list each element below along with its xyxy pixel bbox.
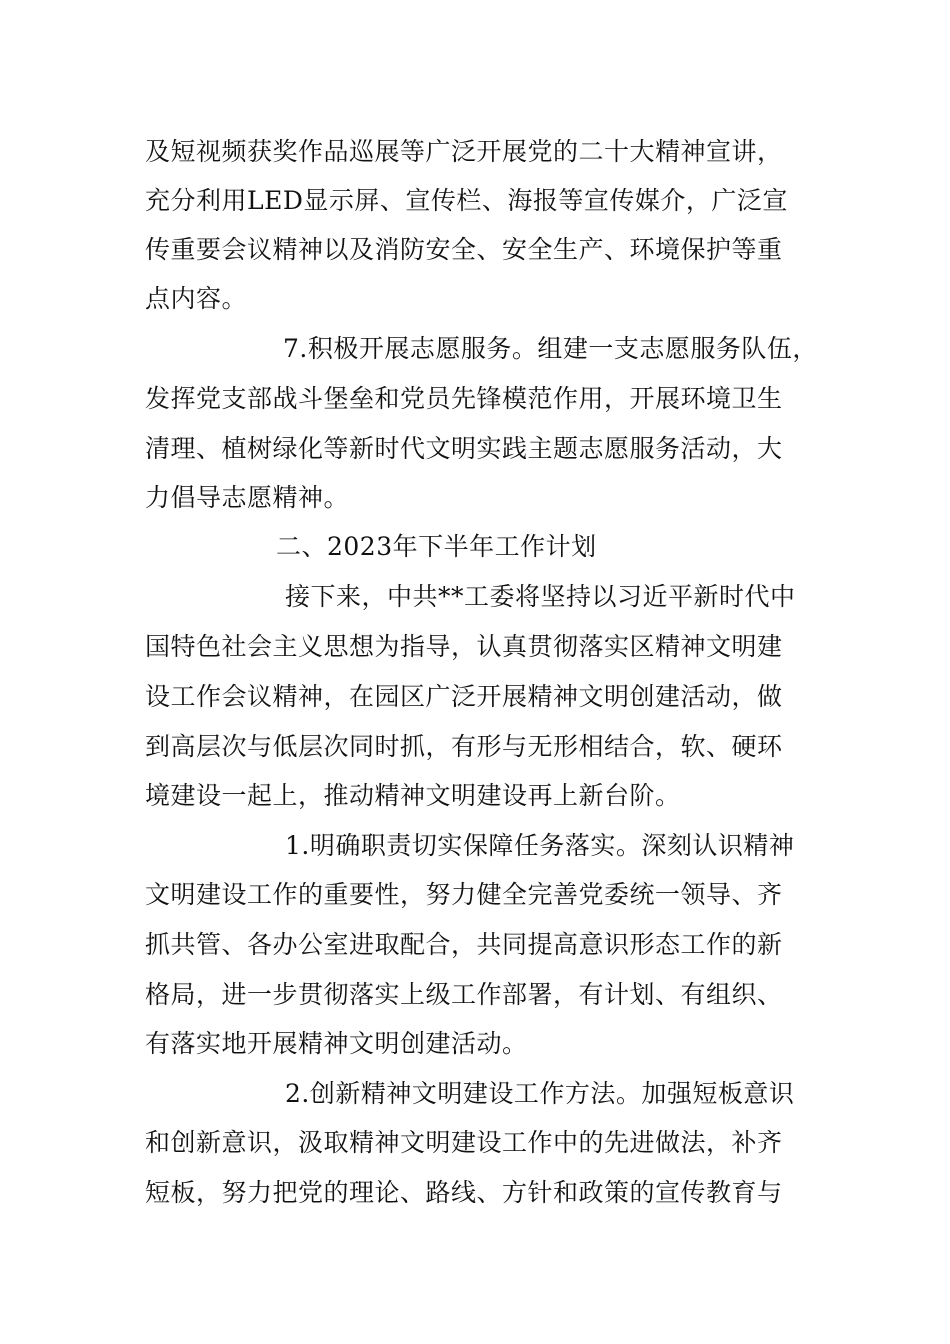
paragraph-line: 接下来，中共**工委将坚持以习近平新时代中 (285, 582, 796, 611)
paragraph-line: 国特色社会主义思想为指导，认真贯彻落实区精神文明建 (145, 632, 783, 661)
paragraph-line: 短板，努力把党的理论、路线、方针和政策的宣传教育与 (145, 1178, 783, 1207)
section-heading: 二、2023年下半年工作计划 (276, 532, 597, 561)
paragraph-line: 有落实地开展精神文明创建活动。 (145, 1029, 528, 1058)
list-item-heading: 1.明确职责切实保障任务落实。深刻认识精神 (285, 831, 795, 860)
paragraph-line: 和创新意识，汲取精神文明建设工作中的先进做法，补齐 (145, 1128, 783, 1157)
list-item-heading: 2.创新精神文明建设工作方法。加强短板意识 (285, 1079, 795, 1108)
paragraph-line: 力倡导志愿精神。 (145, 483, 350, 512)
paragraph-line: 抓共管、各办公室进取配合，共同提高意识形态工作的新 (145, 930, 783, 959)
paragraph-line: 点内容。 (145, 284, 248, 313)
paragraph-line: 格局，进一步贯彻落实上级工作部署，有计划、有组织、 (145, 980, 783, 1009)
paragraph-line: 充分利用LED显示屏、宣传栏、海报等宣传媒介，广泛宣 (145, 186, 788, 215)
paragraph-line: 及短视频获奖作品巡展等广泛开展党的二十大精神宣讲， (145, 137, 783, 166)
paragraph-line: 发挥党支部战斗堡垒和党员先锋模范作用，开展环境卫生 (145, 384, 783, 413)
paragraph-line: 设工作会议精神，在园区广泛开展精神文明创建活动，做 (145, 682, 783, 711)
list-item-heading: 7.积极开展志愿服务。组建一支志愿服务队伍， (283, 334, 818, 363)
paragraph-line: 清理、植树绿化等新时代文明实践主题志愿服务活动，大 (145, 434, 783, 463)
paragraph-line: 传重要会议精神以及消防安全、安全生产、环境保护等重 (145, 235, 783, 264)
paragraph-line: 文明建设工作的重要性，努力健全完善党委统一领导、齐 (145, 880, 783, 909)
paragraph-line: 境建设一起上，推动精神文明建设再上新台阶。 (145, 781, 681, 810)
paragraph-line: 到高层次与低层次同时抓，有形与无形相结合，软、硬环 (145, 732, 783, 761)
